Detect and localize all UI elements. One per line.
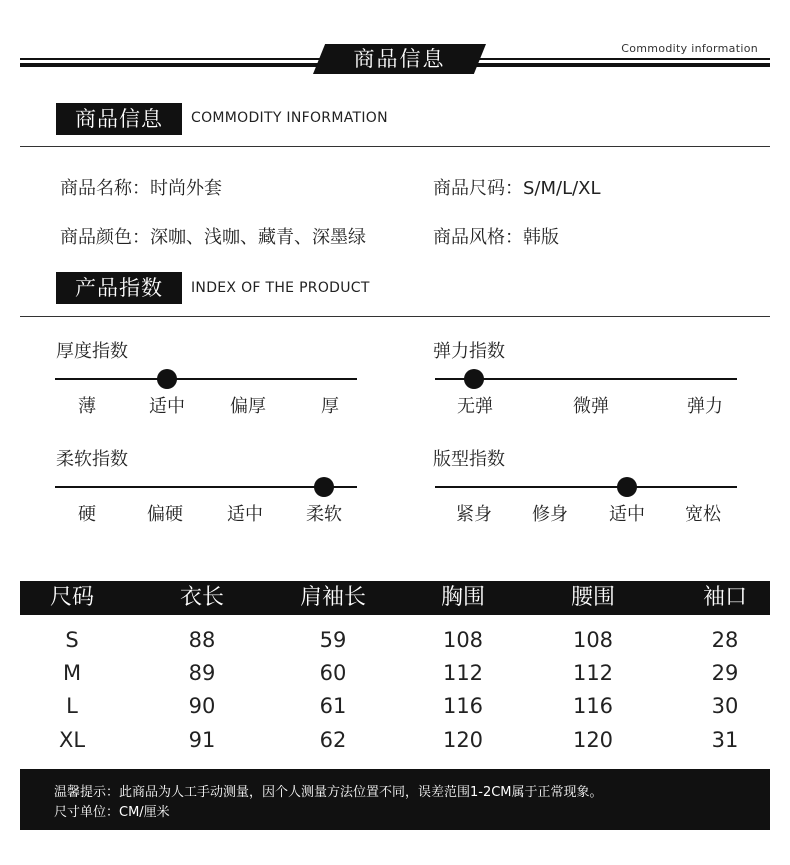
size-table-cell: M [62,661,82,685]
index-thickness-option: 薄 [78,396,96,417]
size-table-cell: 29 [711,661,739,685]
section-index-subtitle: INDEX OF THE PRODUCT [191,280,370,296]
size-table-cell: L [66,694,78,718]
section-commodity-divider [20,146,770,147]
banner-title: 商品信息 [353,47,446,71]
size-table-header-bar [20,581,770,615]
section-index-title: 产品指数 [56,272,182,304]
size-table-cell: 62 [319,728,347,752]
index-elasticity-title: 弹力指数 [433,341,505,362]
index-fit-option: 修身 [532,504,568,525]
index-softness-option: 柔软 [306,504,342,525]
index-thickness-marker [157,369,177,389]
index-softness-title: 柔软指数 [56,449,128,470]
size-table-cell: 112 [442,661,484,685]
section-index-divider [20,316,770,317]
measurement-note-unit: 尺寸单位：CM/厘米 [54,805,170,820]
index-softness-track [55,486,357,488]
index-thickness-track [55,378,357,380]
size-table-header: 袖口 [702,585,747,610]
index-fit-marker [617,477,637,497]
index-softness-marker [314,477,334,497]
size-table-cell: 59 [319,628,347,652]
index-thickness-option: 偏厚 [230,396,266,417]
size-table-cell: 28 [711,628,739,652]
size-table-cell: 116 [572,694,614,718]
index-softness-option: 适中 [227,504,263,525]
size-table-cell: 90 [188,694,216,718]
index-elasticity-option: 微弹 [573,396,609,417]
size-table-cell: 108 [572,628,614,652]
index-fit-option: 宽松 [685,504,721,525]
size-table-header: 胸围 [440,585,485,610]
index-fit-title: 版型指数 [433,449,505,470]
size-table-cell: 91 [188,728,216,752]
size-table-header: 腰围 [570,585,615,610]
index-softness-option: 硬 [78,504,96,525]
index-thickness-option: 厚 [321,396,339,417]
index-fit-option: 适中 [609,504,645,525]
section-commodity-title: 商品信息 [56,103,182,135]
size-table-cell: 30 [711,694,739,718]
size-table-cell: 112 [572,661,614,685]
info-product-style: 商品风格：韩版 [433,227,559,248]
size-table-cell: 61 [319,694,347,718]
size-table-cell: 31 [711,728,739,752]
section-commodity-subtitle: COMMODITY INFORMATION [191,110,388,126]
size-table-header: 肩袖长 [299,585,366,610]
size-table-cell: S [65,628,79,652]
index-fit-track [435,486,737,488]
size-table-cell: 120 [442,728,484,752]
size-table-cell: 88 [188,628,216,652]
banner-subtitle: Commodity information [621,42,758,55]
size-table-cell: 60 [319,661,347,685]
size-table-cell: 116 [442,694,484,718]
size-table-header: 衣长 [179,585,224,610]
size-table-header: 尺码 [49,585,94,610]
info-product-color: 商品颜色：深咖、浅咖、藏青、深墨绿 [60,227,366,248]
info-product-name: 商品名称：时尚外套 [60,178,222,199]
info-product-size: 商品尺码：S/M/L/XL [433,178,601,199]
index-elasticity-option: 无弹 [457,396,493,417]
size-table-cell: 108 [442,628,484,652]
index-softness-option: 偏硬 [147,504,183,525]
index-elasticity-marker [464,369,484,389]
index-thickness-title: 厚度指数 [56,341,128,362]
index-elasticity-option: 弹力 [687,396,723,417]
measurement-note-tip: 温馨提示：此商品为人工手动测量，因个人测量方法位置不同，误差范围1-2CM属于正常现象。 [54,785,603,800]
size-table-cell: 120 [572,728,614,752]
index-thickness-option: 适中 [149,396,185,417]
size-table-cell: XL [58,728,86,752]
index-fit-option: 紧身 [456,504,492,525]
size-table-cell: 89 [188,661,216,685]
measurement-note [20,769,770,830]
